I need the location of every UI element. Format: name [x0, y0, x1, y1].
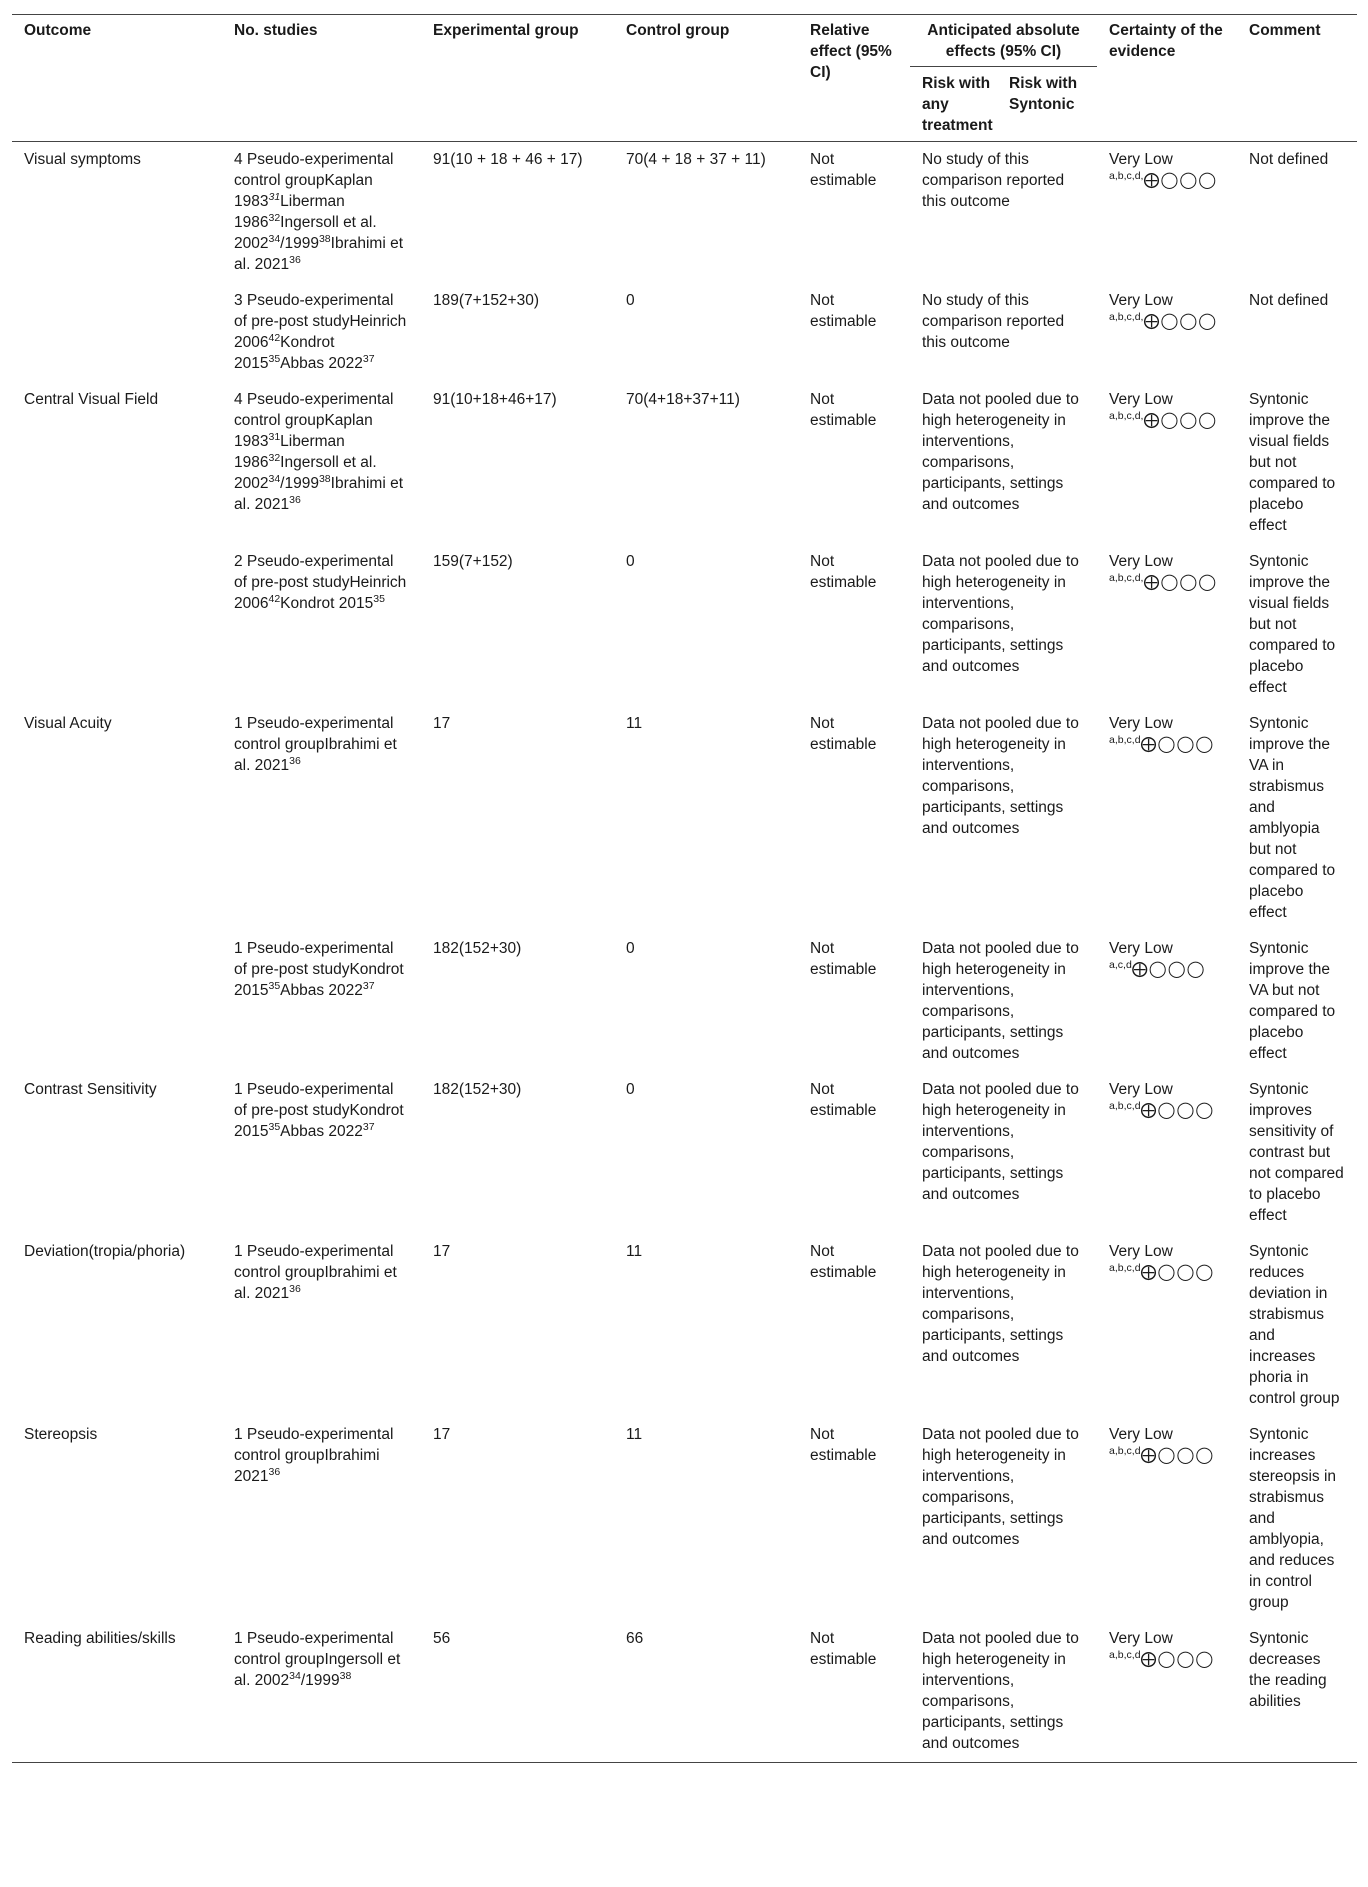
certainty-rating-icon: ⨁◯◯◯	[1143, 574, 1218, 591]
experimental-cell: 189(7+152+30)	[433, 292, 540, 309]
reference-number: 38	[318, 473, 331, 485]
table-row	[12, 1072, 1357, 1234]
study-text: Abbas 2022	[280, 982, 363, 999]
study-text: 4 Pseudo-experimental control groupKaplan 1983	[234, 391, 394, 450]
control-cell: 11	[626, 715, 643, 732]
header-anticipated-effects: Anticipated absolute effects (95% CI)	[910, 15, 1097, 67]
table-header	[12, 15, 1357, 142]
study-text: 3 Pseudo-experimental of pre-post studyHeinrich 2006	[234, 292, 407, 351]
comment-cell: Not defined	[1249, 151, 1329, 168]
reference-number: 35	[268, 1121, 281, 1133]
comment-cell: Syntonic improve the VA in strabismus and amblyopia but not compared to placebo effect	[1249, 715, 1336, 921]
absolute-effect-cell: Data not pooled due to high heterogeneity in interventions, comparisons, participants, settings and outcomes	[922, 1243, 1079, 1365]
study-text: 1 Pseudo-experimental control groupIbrahimi 2021	[234, 1426, 394, 1485]
certainty-level: Very Low	[1109, 1630, 1173, 1647]
study-text: Ingersoll et al. 2002	[234, 454, 377, 492]
study-text: 1 Pseudo-experimental control groupIbrahimi et al. 2021	[234, 1243, 397, 1302]
absolute-effect-cell: Data not pooled due to high heterogeneity in interventions, comparisons, participants, settings and outcomes	[910, 1621, 1097, 1763]
certainty-cell	[1097, 382, 1237, 544]
table-row	[12, 1234, 1357, 1417]
header-certainty: Certainty of the evidence	[1097, 15, 1237, 142]
reference-number: 31	[268, 191, 281, 203]
certainty-level: Very Low	[1109, 151, 1173, 168]
experimental-cell: 17	[433, 1426, 451, 1443]
reference-number: 37	[362, 980, 375, 992]
control-cell: 0	[626, 292, 635, 309]
study-text: /1999	[280, 475, 319, 492]
outcome-cell: Deviation(tropia/phoria)	[24, 1243, 186, 1260]
study-text: /1999	[280, 235, 319, 252]
reference-number: 36	[268, 1466, 281, 1478]
studies-cell	[222, 706, 421, 931]
outcome-cell: Contrast Sensitivity	[24, 1081, 157, 1098]
certainty-level: Very Low	[1109, 391, 1173, 408]
experimental-cell: 159(7+152)	[433, 553, 513, 570]
experimental-cell: 91(10 + 18 + 46 + 17)	[433, 151, 583, 168]
studies-cell	[222, 1621, 421, 1763]
certainty-cell	[1097, 283, 1237, 382]
study-text: Abbas 2022	[280, 1123, 363, 1140]
control-cell: 0	[626, 1081, 635, 1098]
studies-cell	[222, 1234, 421, 1417]
certainty-footnotes: a,b,c,d	[1109, 734, 1141, 746]
outcome-cell: Stereopsis	[24, 1426, 98, 1443]
comment-cell: Not defined	[1249, 292, 1329, 309]
study-text: 1 Pseudo-experimental control groupIbrahimi et al. 2021	[234, 715, 397, 774]
relative-effect-cell: Not estimable	[810, 292, 877, 330]
control-cell: 0	[626, 553, 635, 570]
certainty-rating-icon: ⨁◯◯◯	[1140, 1651, 1215, 1668]
relative-effect-cell: Not estimable	[810, 391, 877, 429]
studies-cell	[222, 931, 421, 1072]
reference-number: 35	[268, 353, 281, 365]
certainty-rating-icon: ⨁◯◯◯	[1143, 412, 1218, 429]
outcome-cell: Reading abilities/skills	[12, 1621, 222, 1763]
studies-cell	[222, 1417, 421, 1621]
comment-cell: Syntonic increases stereopsis in strabismus and amblyopia, and reduces in control group	[1249, 1426, 1337, 1611]
certainty-cell	[1097, 142, 1237, 284]
control-cell: 66	[614, 1621, 798, 1763]
reference-number: 38	[318, 233, 331, 245]
certainty-level: Very Low	[1109, 715, 1173, 732]
outcome-cell: Visual symptoms	[24, 151, 141, 168]
study-text: Ibrahimi et al. 2021	[234, 475, 404, 513]
study-text: Kondrot 2015	[280, 595, 374, 612]
certainty-footnotes: a,c,d	[1109, 959, 1132, 971]
reference-number: 32	[268, 452, 281, 464]
table-row	[12, 382, 1357, 544]
reference-number: 34	[268, 233, 281, 245]
absolute-effect-cell: Data not pooled due to high heterogeneity in interventions, comparisons, participants, settings and outcomes	[922, 553, 1079, 675]
comment-cell: Syntonic improve the visual fields but not compared to placebo effect	[1249, 553, 1336, 696]
table-row	[12, 1621, 1357, 1763]
absolute-effect-cell: Data not pooled due to high heterogeneity in interventions, comparisons, participants, settings and outcomes	[922, 1426, 1079, 1548]
header-experimental: Experimental group	[421, 15, 614, 142]
reference-number: 35	[268, 980, 281, 992]
absolute-effect-cell: Data not pooled due to high heterogeneity in interventions, comparisons, participants, settings and outcomes	[922, 1081, 1079, 1203]
reference-number: 42	[268, 593, 281, 605]
header-outcome: Outcome	[12, 15, 222, 142]
outcome-cell	[12, 931, 222, 1072]
comment-cell: Syntonic reduces deviation in strabismus and increases phoria in control group	[1249, 1243, 1340, 1407]
absolute-effect-cell: Data not pooled due to high heterogeneity in interventions, comparisons, participants, settings and outcomes	[922, 715, 1079, 837]
reference-number: 36	[289, 755, 301, 767]
certainty-footnotes: a,b,c,d	[1109, 1262, 1141, 1274]
studies-cell	[222, 283, 421, 382]
reference-number: 37	[362, 1121, 375, 1133]
comment-cell: Syntonic improve the visual fields but not compared to placebo effect	[1249, 391, 1336, 534]
comment-cell: Syntonic decreases the reading abilities	[1237, 1621, 1357, 1763]
certainty-cell	[1097, 1234, 1237, 1417]
reference-number: 35	[373, 593, 385, 605]
study-text: 1 Pseudo-experimental of pre-post studyKondrot 2015	[234, 940, 404, 999]
experimental-cell: 182(152+30)	[433, 940, 522, 957]
certainty-level: Very Low	[1109, 553, 1173, 570]
certainty-footnotes: a,b,c,d	[1109, 1649, 1141, 1661]
certainty-cell	[1097, 544, 1237, 706]
experimental-cell: 182(152+30)	[433, 1081, 522, 1098]
certainty-cell	[1097, 1072, 1237, 1234]
control-cell: 11	[626, 1243, 643, 1260]
evidence-table	[12, 14, 1357, 1763]
study-text: 1 Pseudo-experimental of pre-post studyKondrot 2015	[234, 1081, 404, 1140]
certainty-level: Very Low	[1109, 1081, 1173, 1098]
header-control: Control group	[614, 15, 798, 142]
certainty-rating-icon: ⨁◯◯◯	[1143, 172, 1218, 189]
control-cell: 11	[626, 1426, 643, 1443]
reference-number: 36	[289, 1283, 301, 1295]
studies-cell	[222, 382, 421, 544]
outcome-cell	[12, 544, 222, 706]
relative-effect-cell: Not estimable	[810, 151, 877, 189]
certainty-rating-icon: ⨁◯◯◯	[1140, 1447, 1215, 1464]
control-cell: 70(4 + 18 + 37 + 11)	[626, 151, 766, 168]
control-cell: 0	[626, 940, 635, 957]
absolute-effect-cell: Data not pooled due to high heterogeneity in interventions, comparisons, participants, settings and outcomes	[922, 391, 1079, 513]
study-text: 2 Pseudo-experimental of pre-post studyHeinrich 2006	[234, 553, 407, 612]
certainty-cell	[1097, 1417, 1237, 1621]
certainty-rating-icon: ⨁◯◯◯	[1140, 1264, 1215, 1281]
relative-effect-cell: Not estimable	[810, 1243, 877, 1281]
outcome-cell	[12, 283, 222, 382]
study-text: 4 Pseudo-experimental control groupKaplan 1983	[234, 151, 394, 210]
reference-number: 32	[268, 212, 281, 224]
studies-cell	[222, 1072, 421, 1234]
relative-effect-cell: Not estimable	[810, 1426, 877, 1464]
studies-cell	[222, 142, 421, 284]
study-text: Kondrot 2015	[234, 334, 335, 372]
table-row	[12, 142, 1357, 284]
reference-number: 34	[268, 473, 281, 485]
control-cell: 70(4+18+37+11)	[626, 391, 740, 408]
studies-cell	[222, 544, 421, 706]
evidence-table-container	[12, 14, 1357, 1763]
table-row	[12, 1417, 1357, 1621]
certainty-cell	[1097, 706, 1237, 931]
certainty-cell	[1097, 1621, 1237, 1763]
study-text: Liberman 1986	[234, 193, 345, 231]
table-row	[12, 931, 1357, 1072]
certainty-level: Very Low	[1109, 1243, 1173, 1260]
header-risk-syntonic: Risk with Syntonic	[1005, 67, 1097, 142]
certainty-rating-icon: ⨁◯◯◯	[1140, 1102, 1215, 1119]
study-text: Abbas 2022	[280, 355, 363, 372]
experimental-cell: 17	[433, 1243, 451, 1260]
header-studies: No. studies	[222, 15, 421, 142]
table-body	[12, 142, 1357, 1763]
table-row	[12, 706, 1357, 931]
reference-number: 36	[289, 254, 301, 266]
reference-number: 38	[339, 1670, 352, 1682]
reference-number: 37	[362, 353, 375, 365]
study-text: Ibrahimi et al. 2021	[234, 235, 404, 273]
experimental-cell: 17	[433, 715, 451, 732]
reference-number: 34	[289, 1670, 301, 1682]
certainty-rating-icon: ⨁◯◯◯	[1143, 313, 1218, 330]
study-text: /1999	[300, 1672, 340, 1689]
experimental-cell: 91(10+18+46+17)	[433, 391, 557, 408]
certainty-level: Very Low	[1109, 940, 1173, 957]
certainty-level: Very Low	[1109, 1426, 1173, 1443]
absolute-effect-cell: No study of this comparison reported this outcome	[922, 151, 1065, 210]
reference-number: 42	[268, 332, 281, 344]
comment-cell: Syntonic improve the VA but not compared to placebo effect	[1249, 940, 1336, 1062]
absolute-effect-cell: Data not pooled due to high heterogeneity in interventions, comparisons, participants, settings and outcomes	[922, 940, 1079, 1062]
header-comment: Comment	[1237, 15, 1357, 142]
certainty-rating-icon: ⨁◯◯◯	[1131, 961, 1206, 978]
certainty-footnotes: a,b,c,d	[1109, 1100, 1141, 1112]
certainty-footnotes: a,b,c,d	[1109, 1445, 1141, 1457]
certainty-footnotes: a,b,c,d,	[1109, 170, 1144, 182]
header-relative-effect: Relative effect (95% CI)	[798, 15, 910, 142]
table-row	[12, 544, 1357, 706]
certainty-rating-icon: ⨁◯◯◯	[1140, 736, 1215, 753]
relative-effect-cell: Not estimable	[810, 553, 877, 591]
relative-effect-cell: Not estimable	[810, 715, 877, 753]
relative-effect-cell: Not estimable	[798, 1621, 910, 1763]
outcome-cell: Central Visual Field	[24, 391, 159, 408]
table-row	[12, 283, 1357, 382]
relative-effect-cell: Not estimable	[810, 1081, 877, 1119]
absolute-effect-cell: No study of this comparison reported this outcome	[922, 292, 1065, 351]
study-text: 1 Pseudo-experimental control groupIngersoll et al. 2002	[234, 1630, 401, 1689]
certainty-level: Very Low	[1109, 292, 1173, 309]
header-risk-any-treatment: Risk with any treatment	[910, 67, 1005, 142]
study-text: Liberman 1986	[234, 433, 345, 471]
comment-cell: Syntonic improves sensitivity of contrast but not compared to placebo effect	[1249, 1081, 1344, 1224]
study-text: Ingersoll et al. 2002	[234, 214, 377, 252]
relative-effect-cell: Not estimable	[810, 940, 877, 978]
certainty-footnotes: a,b,c,d,	[1109, 311, 1144, 323]
certainty-footnotes: a,b,c,d,	[1109, 572, 1144, 584]
certainty-footnotes: a,b,c,d,	[1109, 410, 1144, 422]
outcome-cell: Visual Acuity	[24, 715, 112, 732]
reference-number: 36	[289, 494, 301, 506]
certainty-cell	[1097, 931, 1237, 1072]
reference-number: 31	[268, 431, 281, 443]
experimental-cell: 56	[421, 1621, 614, 1763]
